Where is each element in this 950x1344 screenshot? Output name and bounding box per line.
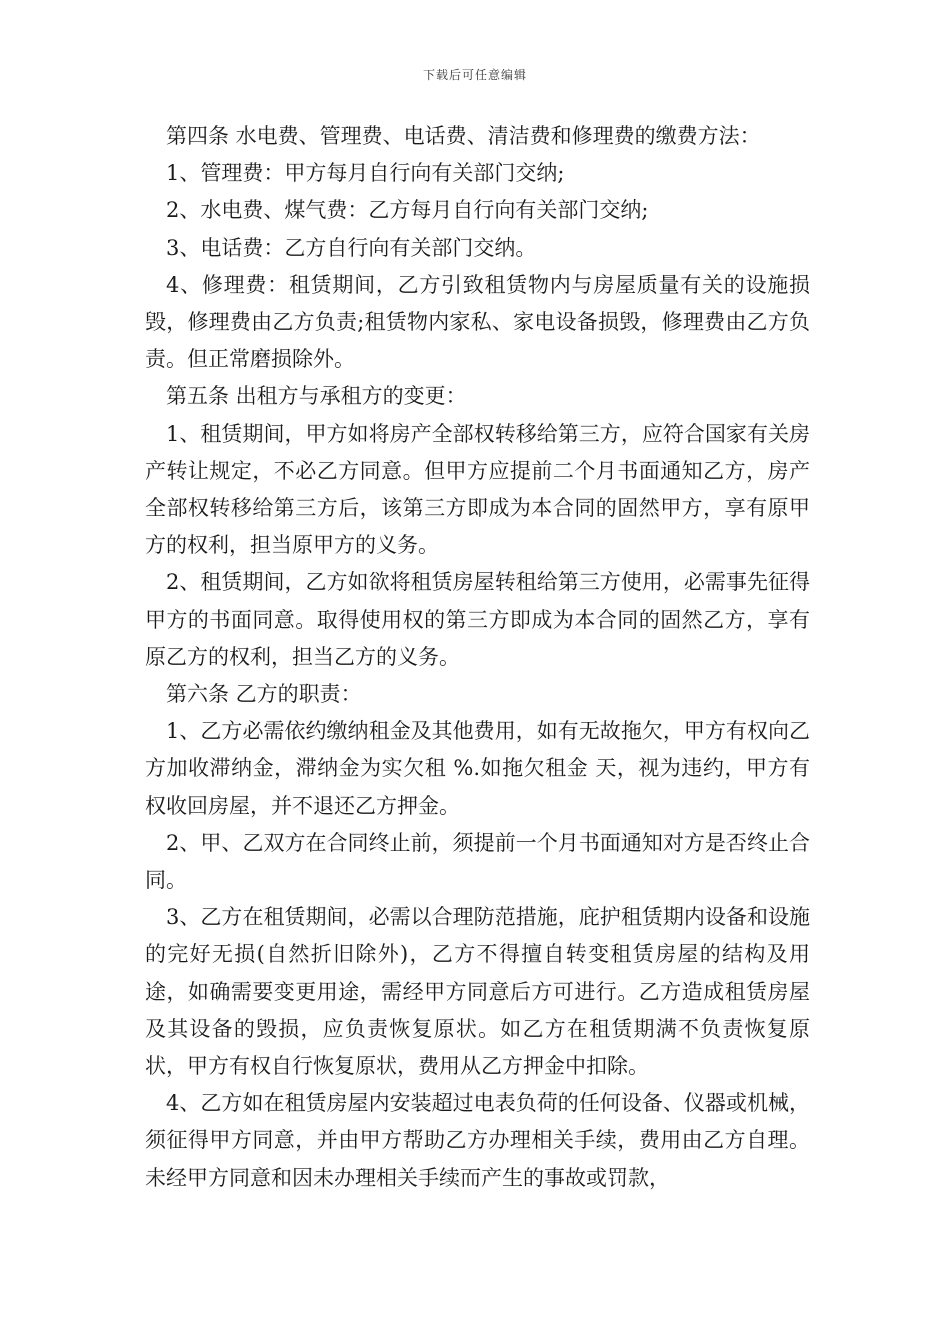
article-4-item-2: 2、水电费、煤气费：乙方每月自行向有关部门交纳; bbox=[166, 198, 649, 223]
page-header: 下载后可任意编辑 bbox=[422, 68, 527, 82]
article-6-item-1: 1、乙方必需依约缴纳租金及其他费用，如有无故拖欠，甲方有权向乙方加收滞纳金，滞纳金为实欠租 %.如拖欠租金 天，视为违约，甲方有权收回房屋，并不退还乙方押金。 bbox=[145, 719, 810, 818]
article-6-item-2: 2、甲、乙双方在合同终止前，须提前一个月书面通知对方是否终止合同。 bbox=[145, 830, 810, 893]
article-5-item-1: 1、租赁期间，甲方如将房产全部权转移给第三方，应符合国家有关房产转让规定，不必乙方同意。但甲方应提前二个月书面通知乙方，房产全部权转移给第三方后，该第三方即成为本合同的固然甲方，享有原甲方的权利，担当原甲方的义务。 bbox=[145, 421, 810, 558]
article-4-item-4: 4、修理费：租赁期间，乙方引致租赁物内与房屋质量有关的设施损毁，修理费由乙方负责;租赁物内家私、家电设备损毁，修理费由乙方负责。但正常磨损除外。 bbox=[145, 272, 810, 372]
article-4-item-1: 1、管理费：甲方每月自行向有关部门交纳; bbox=[166, 161, 565, 186]
article-6-item-3: 3、乙方在租赁期间，必需以合理防范措施，庇护租赁期内设备和设施的完好无损(自然折旧除外)，乙方不得擅自转变租赁房屋的结构及用途，如确需要变更用途，需经甲方同意后方可进行。乙方造成租赁房屋及其设备的毁损，应负责恢复原状。如乙方在租赁期满不负责恢复原状，甲方有权自行恢复原状，费用从乙方押金中扣除。 bbox=[145, 905, 810, 1079]
article-4-item-3: 3、电话费：乙方自行向有关部门交纳。 bbox=[166, 235, 537, 260]
document-body bbox=[145, 118, 810, 1197]
article-4-heading: 第四条 水电费、管理费、电话费、清洁费和修理费的缴费方法： bbox=[166, 124, 761, 148]
article-5-item-2: 2、租赁期间，乙方如欲将租赁房屋转租给第三方使用，必需事先征得甲方的书面同意。取得使用权的第三方即成为本合同的固然乙方，享有原乙方的权利，担当乙方的义务。 bbox=[145, 570, 810, 669]
article-6-item-4: 4、乙方如在租赁房屋内安装超过电表负荷的任何设备、仪器或机械，须征得甲方同意，并由甲方帮助乙方办理相关手续，费用由乙方自理。 未经甲方同意和因未办理相关手续而产生的事故或罚款， bbox=[145, 1091, 810, 1190]
article-6-heading: 第六条 乙方的职责： bbox=[166, 682, 362, 707]
article-5-heading: 第五条 出租方与承租方的变更： bbox=[166, 384, 467, 409]
